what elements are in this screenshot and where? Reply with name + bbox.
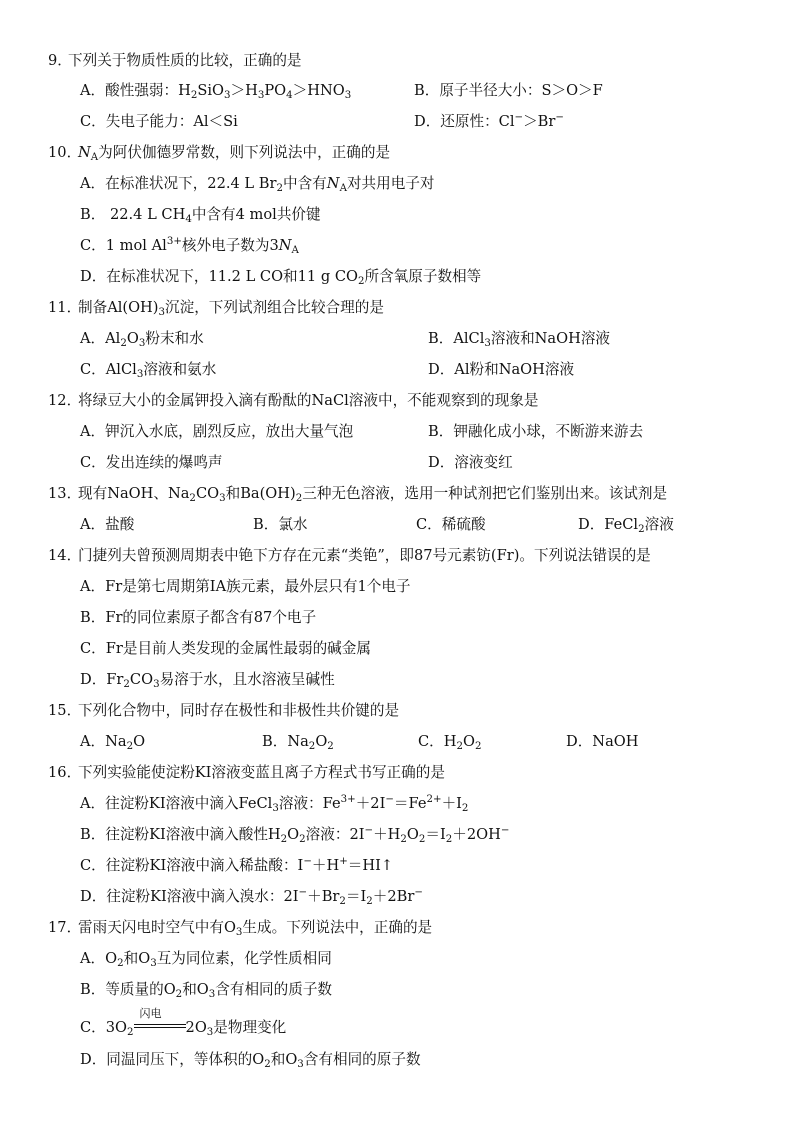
question-17 [48,918,432,938]
option-text: B．AlCl$_3$溶液和NaOH溶液 [428,330,611,350]
q10-option-a[interactable] [80,174,435,194]
option-text: D．在标准状况下，11.2 L CO和11 g $CO_2$所含氧原子数相等 [80,268,482,288]
question-16 [48,763,445,783]
q12-option-d[interactable] [428,453,513,473]
reaction-arrow-icon: 闪电 [134,1018,186,1034]
q13-option-b[interactable] [253,515,308,535]
option-text: D．FeCl$_2$溶液 [578,516,674,536]
q17-option-d[interactable] [80,1050,421,1070]
q16-option-a[interactable] [80,794,468,814]
q10-option-b[interactable] [80,205,321,225]
q14-option-d[interactable] [80,670,335,690]
q11-option-b[interactable] [428,329,610,349]
question-number: 17． [48,919,82,936]
question-stem: $N_A$为阿伏伽德罗常数，则下列说法中，正确的是 [78,144,391,164]
option-text: C．稀硫酸 [416,516,486,533]
question-stem: 下列化合物中，同时存在极性和非极性共价键的是 [78,702,400,719]
option-text: C．1 mol $Al^{3+}$核外电子数为$3N_A$ [80,235,299,257]
q17-option-b[interactable] [80,980,332,1000]
q11-option-a[interactable] [80,329,204,349]
question-number: 9． [48,52,72,69]
question-number: 11． [48,299,82,316]
q9-option-b[interactable] [414,81,603,101]
q13-option-a[interactable] [80,515,134,535]
option-text: A．$Al_2O_3$粉末和水 [80,330,204,350]
option-text: A．钾沉入水底，剧烈反应，放出大量气泡 [80,423,354,440]
q9-option-a[interactable] [80,81,351,101]
question-stem: 将绿豆大小的金属钾投入滴有酚酞的NaCl溶液中，不能观察到的现象是 [78,392,539,409]
option-text: B． 22.4 L $CH_4$中含有4 mol共价键 [80,206,321,226]
q15-option-a[interactable] [80,732,145,752]
question-stem: 下列关于物质性质的比较，正确的是 [68,52,302,69]
option-text: B．等质量的$O_2$和$O_3$含有相同的质子数 [80,981,333,1001]
option-text: D．同温同压下，等体积的$O_2$和$O_3$含有相同的原子数 [80,1051,421,1071]
q11-option-c[interactable] [80,360,216,380]
option-text: C．$H_2O_2$ [418,733,482,753]
option-text: D．往淀粉KI溶液中滴入溴水：$2I^-+Br_2=I_2+2Br^-$ [80,886,423,908]
option-text: C．AlCl$_3$溶液和氨水 [80,361,217,381]
q11-option-d[interactable] [428,360,574,380]
option-text: D．NaOH [566,733,639,750]
option-text: B．往淀粉KI溶液中滴入酸性$H_2O_2$溶液：$2I^-+H_2O_2=I_2+2OH^-$ [80,824,510,846]
question-stem: 制备$Al(OH)_3$沉淀，下列试剂组合比较合理的是 [78,299,384,319]
option-text: C．失电子能力：Al＜Si [80,113,238,130]
option-text: B．氯水 [253,516,308,533]
q15-option-c[interactable] [418,732,482,752]
q14-option-a[interactable] [80,577,411,597]
question-9 [48,51,302,71]
question-stem: 门捷列夫曾预测周期表中铯下方存在元素“类铯”，即87号元素钫(Fr)。下列说法错误的是 [78,547,651,564]
option-text: A．$Na_2O$ [80,733,146,753]
question-13 [48,484,667,504]
question-12 [48,391,539,411]
q13-option-d[interactable] [578,515,674,535]
option-text: C．Fr是目前人类发现的金属性最弱的碱金属 [80,640,371,657]
question-stem: 下列实验能使淀粉KI溶液变蓝且离子方程式书写正确的是 [78,764,445,781]
q13-option-c[interactable] [416,515,486,535]
option-text: A．Fr是第七周期第ⅠA族元素，最外层只有1个电子 [80,578,411,595]
q10-option-c[interactable] [80,236,299,256]
question-stem: 现有NaOH、$Na_2CO_3$和$Ba(OH)_2$三种无色溶液，选用一种试剂把它们鉴别出来。该试剂是 [78,485,668,505]
option-text: A．在标准状况下，22.4 L $Br_2$中含有$N_A$对共用电子对 [80,175,435,195]
option-text: C．往淀粉KI溶液中滴入稀盐酸：I−＋H+＝HI↑ [80,855,394,874]
q9-option-d[interactable] [414,112,564,132]
option-text: A．酸性强弱：$H_2SiO_3>H_3PO_4>HNO_3$ [80,82,352,102]
q17-option-c[interactable] [80,1007,287,1039]
q14-option-c[interactable] [80,639,371,659]
question-number: 12． [48,392,82,409]
q16-option-b[interactable] [80,825,509,845]
option-text: B．Fr的同位素原子都含有87个电子 [80,609,317,626]
option-text: A．盐酸 [80,516,135,533]
q12-option-a[interactable] [80,422,353,442]
option-text: D．溶液变红 [428,454,513,471]
option-text: D．Al粉和NaOH溶液 [428,361,575,378]
question-10 [48,143,390,163]
option-text: D．$Fr_2CO_3$易溶于水，且水溶液呈碱性 [80,671,335,691]
question-number: 13． [48,485,82,502]
question-14 [48,546,651,566]
question-number: 15． [48,702,82,719]
option-text: C．发出连续的爆鸣声 [80,454,223,471]
question-stem: 雷雨天闪电时空气中有$O_3$生成。下列说法中，正确的是 [78,919,433,939]
question-11 [48,298,384,318]
question-number: 14． [48,547,82,564]
q17-option-a[interactable] [80,949,332,969]
option-text: B．原子半径大小：S＞O＞F [414,82,603,99]
question-15 [48,701,399,721]
option-text: D．还原性：Cl−＞Br− [414,111,564,130]
q12-option-c[interactable] [80,453,223,473]
q14-option-b[interactable] [80,608,316,628]
q15-option-d[interactable] [566,732,638,752]
option-text: B．钾融化成小球，不断游来游去 [428,423,644,440]
question-number: 10． [48,144,82,161]
q15-option-b[interactable] [262,732,334,752]
q10-option-d[interactable] [80,267,481,287]
option-text: C．$3O_2$ 闪电 $2O_3$是物理变化 [80,1007,287,1039]
q9-option-c[interactable] [80,112,238,132]
q16-option-c[interactable] [80,856,393,876]
question-number: 16． [48,764,82,781]
option-text: A．往淀粉KI溶液中滴入FeCl$_3$溶液：$Fe^{3+}+2I^-=Fe^{2+}+I_2$ [80,793,469,815]
q16-option-d[interactable] [80,887,423,907]
option-text: B．$Na_2O_2$ [262,733,334,753]
option-text: A．$O_2$和$O_3$互为同位素，化学性质相同 [80,950,332,970]
q12-option-b[interactable] [428,422,643,442]
